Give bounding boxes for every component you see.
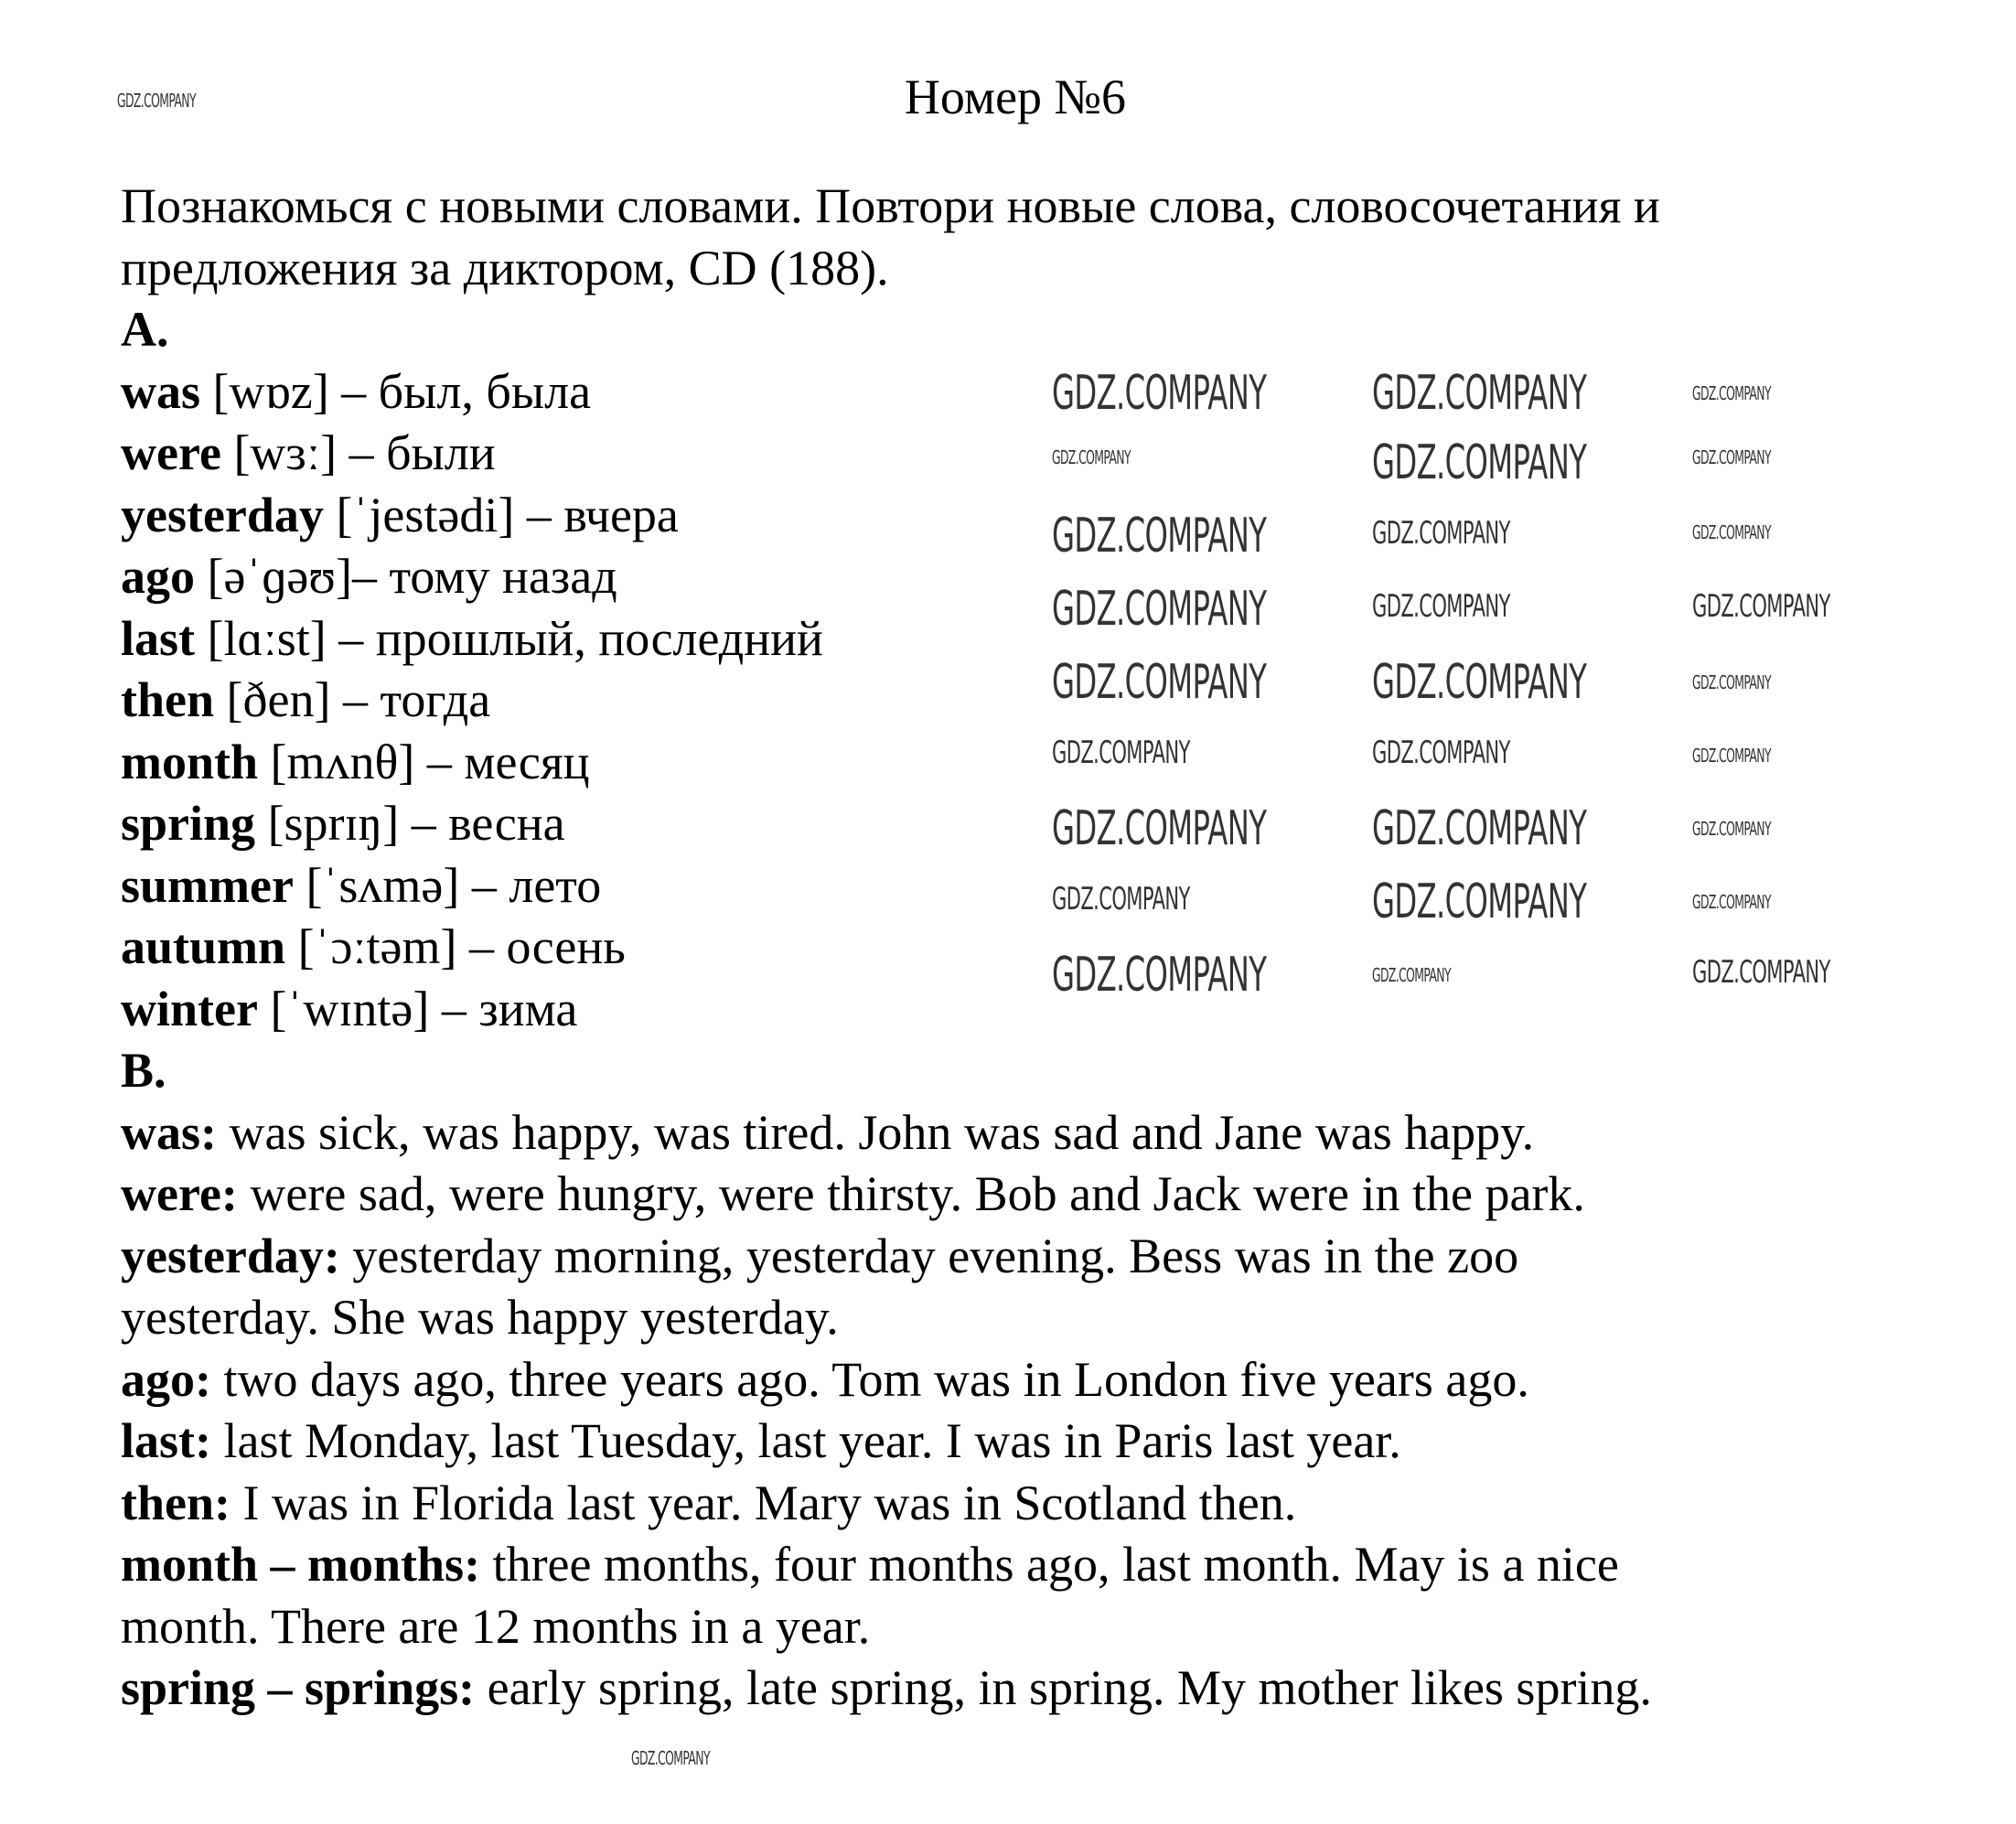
headword: last: bbox=[121, 1413, 211, 1468]
watermark: GDZ.COMPANY bbox=[1052, 655, 1267, 710]
headword: spring – springs: bbox=[121, 1660, 476, 1715]
watermark: GDZ.COMPANY bbox=[1372, 874, 1587, 929]
watermark: GDZ.COMPANY bbox=[1692, 382, 1771, 404]
definition: I was in Florida last year. Mary was in Scotland then. bbox=[231, 1475, 1297, 1530]
headword: yesterday bbox=[121, 487, 324, 542]
section-a-label bbox=[121, 299, 2005, 361]
phrase-line bbox=[121, 1349, 2005, 1411]
definition: [ˈsʌmə] – лето bbox=[293, 857, 602, 913]
watermark: GDZ.COMPANY bbox=[1692, 588, 1830, 625]
section-b-label bbox=[121, 1040, 2005, 1102]
watermark: GDZ.COMPANY bbox=[1692, 818, 1771, 840]
phrase-line bbox=[121, 1658, 2005, 1720]
phrase-line bbox=[121, 1287, 2005, 1349]
watermark: GDZ.COMPANY bbox=[1692, 446, 1771, 468]
phrase-line bbox=[121, 1226, 2005, 1288]
watermark: GDZ.COMPANY bbox=[117, 90, 196, 112]
headword: month bbox=[121, 734, 259, 789]
headword: were: bbox=[121, 1166, 238, 1221]
definition: [wɜː] – были bbox=[220, 425, 496, 480]
headword: autumn bbox=[121, 919, 286, 974]
watermark: GDZ.COMPANY bbox=[1052, 509, 1267, 563]
watermark: GDZ.COMPANY bbox=[1372, 655, 1587, 710]
definition: three months, four months ago, last month. May is a nice bbox=[480, 1537, 1619, 1592]
watermark: GDZ.COMPANY bbox=[1052, 735, 1190, 771]
definition: [ðen] – тогда bbox=[214, 672, 491, 727]
definition: month. There are 12 months in a year. bbox=[121, 1598, 871, 1654]
definition: [əˈɡəʊ]– тому назад bbox=[195, 549, 617, 604]
watermark: GDZ.COMPANY bbox=[1372, 964, 1451, 986]
watermark: GDZ.COMPANY bbox=[1052, 446, 1131, 468]
watermark: GDZ.COMPANY bbox=[1692, 745, 1771, 767]
headword: yesterday: bbox=[121, 1228, 340, 1283]
watermark: GDZ.COMPANY bbox=[1052, 801, 1267, 856]
watermark: GDZ.COMPANY bbox=[1692, 671, 1771, 693]
watermark: GDZ.COMPANY bbox=[1372, 435, 1587, 490]
headword: month – months: bbox=[121, 1537, 481, 1592]
definition: [lɑːst] – прошлый, последний bbox=[195, 610, 823, 666]
headword: was: bbox=[121, 1104, 217, 1160]
section-label: A. bbox=[121, 302, 169, 357]
phrase-line bbox=[121, 1473, 2005, 1535]
instruction-line: предложения за диктором, CD (188). bbox=[121, 240, 889, 295]
page-title: Номер №6 bbox=[904, 70, 1127, 124]
watermark: GDZ.COMPANY bbox=[1692, 521, 1771, 543]
watermark: GDZ.COMPANY bbox=[1692, 891, 1771, 913]
section-label: B. bbox=[121, 1043, 166, 1098]
instruction-line: Познакомься с новыми словами. Повтори новые слова, словосочетания и bbox=[121, 178, 1660, 233]
phrase-line bbox=[121, 1596, 2005, 1658]
definition: [mʌnθ] – месяц bbox=[258, 734, 590, 789]
watermark: GDZ.COMPANY bbox=[1692, 954, 1830, 991]
headword: ago bbox=[121, 549, 195, 604]
watermark: GDZ.COMPANY bbox=[1052, 881, 1190, 917]
watermark: GDZ.COMPANY bbox=[1052, 582, 1267, 637]
watermark: GDZ.COMPANY bbox=[631, 1747, 710, 1769]
definition: [sprɪŋ] – весна bbox=[255, 796, 565, 851]
watermark: GDZ.COMPANY bbox=[1052, 366, 1267, 421]
definition: yesterday morning, yesterday evening. Bess was in the zoo bbox=[339, 1228, 1519, 1283]
watermark: GDZ.COMPANY bbox=[1372, 735, 1510, 771]
definition: was sick, was happy, was tired. John was sad and Jane was happy. bbox=[217, 1104, 1535, 1160]
headword: spring bbox=[121, 796, 256, 851]
headword: summer bbox=[121, 857, 294, 913]
definition: [ˈwɪntə] – зима bbox=[257, 981, 578, 1036]
definition: two days ago, three years ago. Tom was in London five years ago. bbox=[210, 1351, 1529, 1407]
headword: winter bbox=[121, 981, 258, 1036]
watermark: GDZ.COMPANY bbox=[1372, 515, 1510, 552]
headword: last bbox=[121, 610, 195, 666]
watermark: GDZ.COMPANY bbox=[1052, 948, 1267, 1003]
definition: early spring, late spring, in spring. My mother likes spring. bbox=[475, 1660, 1652, 1715]
definition: were sad, were hungry, were thirsty. Bob and Jack were in the park. bbox=[237, 1166, 1585, 1221]
watermark: GDZ.COMPANY bbox=[1372, 366, 1587, 421]
phrase-line bbox=[121, 1102, 2005, 1164]
definition: last Monday, last Tuesday, last year. I was in Paris last year. bbox=[210, 1413, 1401, 1468]
watermark: GDZ.COMPANY bbox=[1372, 801, 1587, 856]
headword: then: bbox=[121, 1475, 231, 1530]
definition: [ˈjestədi] – вчера bbox=[323, 487, 679, 542]
watermark: GDZ.COMPANY bbox=[1372, 588, 1510, 625]
headword: were bbox=[121, 425, 221, 480]
phrase-list bbox=[121, 1102, 2005, 1720]
definition: [wɒz] – был, была bbox=[200, 363, 592, 419]
phrase-line bbox=[121, 1164, 2005, 1226]
headword: was bbox=[121, 363, 201, 419]
definition: yesterday. She was happy yesterday. bbox=[121, 1290, 839, 1345]
phrase-line bbox=[121, 1411, 2005, 1473]
headword: then bbox=[121, 672, 215, 727]
definition: [ˈɔːtəm] – осень bbox=[285, 919, 626, 974]
phrase-line bbox=[121, 1534, 2005, 1596]
headword: ago: bbox=[121, 1351, 211, 1407]
